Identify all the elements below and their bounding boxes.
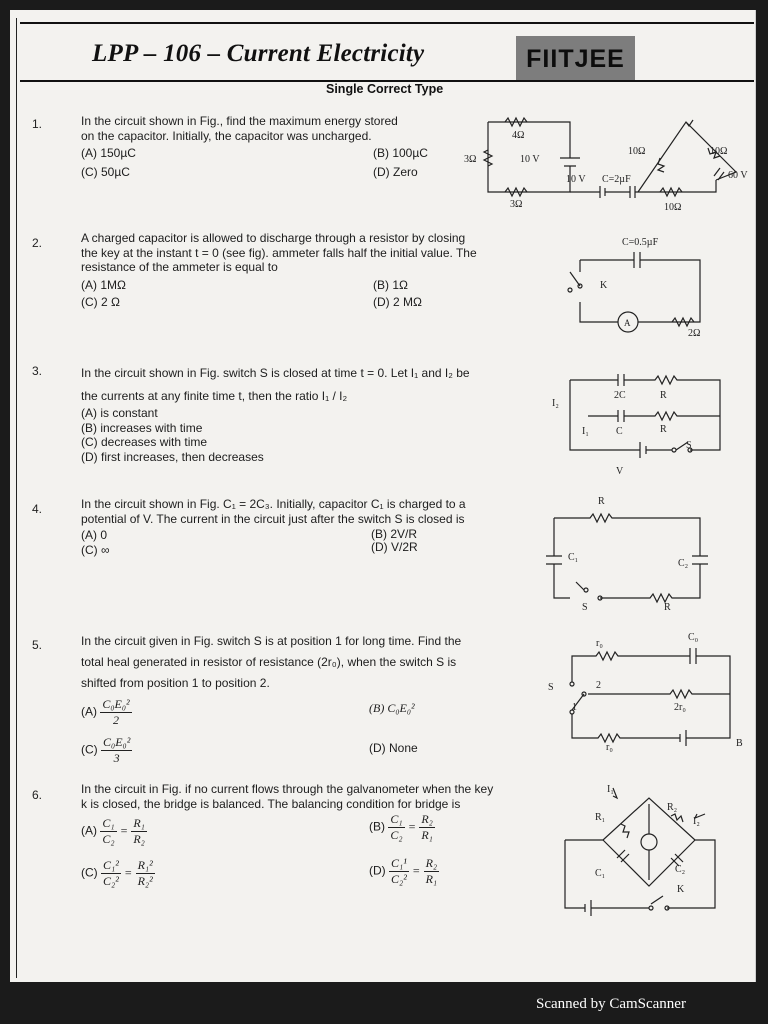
option-c: (C) 2 Ω xyxy=(81,295,120,309)
rhs xyxy=(424,856,440,887)
figure-label: K xyxy=(600,280,608,291)
question-number: 2. xyxy=(32,236,43,250)
numerator: C₀E₀² xyxy=(102,697,130,711)
option-c: (C) ∞ xyxy=(81,543,110,557)
question-number: 5. xyxy=(32,638,43,652)
option-b xyxy=(369,812,435,843)
denominator: 2 xyxy=(112,713,119,727)
option-c xyxy=(81,858,155,889)
figure-label: 4Ω xyxy=(512,130,525,141)
figure-label: C=0.5µF xyxy=(622,237,659,248)
option-b: (B) C₀E₀² xyxy=(369,701,415,715)
option-c: (C) decreases with time xyxy=(81,435,208,449)
numerator: R₁² xyxy=(137,858,153,872)
question-line: on the capacitor. Initially, the capacitor was uncharged. xyxy=(81,128,372,143)
figure-label: r₀ xyxy=(606,742,613,753)
question-number: 6. xyxy=(32,788,43,802)
figure-label: C₁ xyxy=(595,868,606,879)
question-number: 3. xyxy=(32,364,43,378)
equals: = xyxy=(119,823,128,838)
question-6-text xyxy=(81,782,551,811)
scanner-watermark: Scanned by CamScanner xyxy=(536,996,686,1012)
circuit-figure-1 xyxy=(460,110,760,215)
figure-label: 2C xyxy=(614,390,626,401)
rhs xyxy=(419,812,435,843)
numerator: C₁¹ xyxy=(391,856,407,870)
figure-label: 10 V xyxy=(566,174,586,185)
figure-label: R xyxy=(598,496,605,507)
question-number: 1. xyxy=(32,117,43,131)
figure-label: 60 V xyxy=(728,170,748,181)
figure-label: C₁ xyxy=(568,552,579,563)
option-a xyxy=(81,816,147,847)
circuit-figure-4 xyxy=(540,490,720,615)
option-a-fraction xyxy=(100,697,131,728)
page-title: LPP – 106 – Current Electricity xyxy=(92,40,425,67)
denominator: R₂ xyxy=(133,832,145,846)
lhs xyxy=(388,812,404,843)
rhs xyxy=(136,858,155,889)
option-d: (D) V/2R xyxy=(371,540,418,554)
question-line: In the circuit shown in Fig. switch S is closed at time t = 0. Let I₁ and I₂ be xyxy=(81,366,470,380)
figure-label: 10Ω xyxy=(710,146,728,157)
question-5-text xyxy=(81,631,541,694)
figure-label: R₁ xyxy=(595,812,606,823)
equals: = xyxy=(412,863,421,878)
numerator: C₀E₀² xyxy=(103,735,131,749)
option-a: (A) is constant xyxy=(81,406,158,420)
question-line: In the circuit given in Fig. switch S is at position 1 for long time. Find the xyxy=(81,634,462,648)
figure-label: 2 xyxy=(596,680,601,691)
circuit-figure-2 xyxy=(560,230,730,340)
figure-label: r₀ xyxy=(596,638,603,649)
question-line: resistance of the ammeter is equal to xyxy=(81,260,278,274)
option-a xyxy=(81,697,132,728)
top-rule xyxy=(20,22,754,24)
option-c-label: (C) xyxy=(81,742,98,757)
numerator: C₁ xyxy=(102,816,115,830)
numerator: R₁ xyxy=(133,816,145,830)
denominator: C₂² xyxy=(103,874,119,888)
figure-label: C=2µF xyxy=(602,174,631,185)
figure-label: I₁ xyxy=(582,426,589,437)
question-3-text xyxy=(81,362,541,408)
denominator: 3 xyxy=(113,751,120,765)
figure-label: 3Ω xyxy=(464,154,477,165)
numerator: R₂ xyxy=(421,812,433,826)
figure-label: I₂ xyxy=(693,816,700,827)
figure-label: C₂ xyxy=(678,558,689,569)
option-a: (A) 0 xyxy=(81,528,108,542)
section-heading: Single Correct Type xyxy=(326,82,444,96)
equals: = xyxy=(407,819,416,834)
option-b: (B) 100µC xyxy=(373,146,428,160)
figure-label: R xyxy=(660,424,667,435)
denominator: C₂² xyxy=(391,872,407,886)
question-3-options xyxy=(81,406,461,464)
option-b: (B) 2V/R xyxy=(371,527,418,541)
fiitjee-logo: FIITJEE xyxy=(516,36,635,82)
figure-label: C xyxy=(616,426,623,437)
option-c-fraction xyxy=(101,735,132,766)
question-4-text xyxy=(81,497,541,526)
figure-label: S xyxy=(582,602,588,613)
figure-label: K xyxy=(677,884,685,895)
figure-label: R xyxy=(660,390,667,401)
question-1-text xyxy=(81,114,461,143)
figure-label: 2Ω xyxy=(688,328,701,339)
rhs xyxy=(131,816,147,847)
question-line: k is closed, the bridge is balanced. The balancing condition for bridge is xyxy=(81,796,461,811)
numerator: C₁ xyxy=(390,812,403,826)
figure-label: I₂ xyxy=(552,398,559,409)
option-d xyxy=(369,856,439,887)
circuit-figure-5 xyxy=(540,628,755,753)
option-d: (D) Zero xyxy=(373,165,418,179)
numerator: C₁² xyxy=(103,858,119,872)
denominator: C₂ xyxy=(390,828,403,842)
option-a-label: (A) xyxy=(81,823,97,838)
option-a-label: (A) xyxy=(81,704,97,719)
denominator: C₂ xyxy=(102,832,115,846)
question-line: A charged capacitor is allowed to discharge through a resistor by closing xyxy=(81,231,466,245)
option-c: (C) 50µC xyxy=(81,165,130,179)
figure-label: R xyxy=(664,602,671,613)
figure-label: C₀ xyxy=(688,632,699,643)
question-line: the currents at any finite time t, then the ratio I₁ / I₂ xyxy=(81,389,348,403)
option-b: (B) 1Ω xyxy=(373,278,408,292)
numerator: R₂ xyxy=(425,856,438,870)
lhs xyxy=(100,816,116,847)
option-b-label: (B) xyxy=(369,819,385,834)
question-2-text xyxy=(81,231,541,275)
circuit-figure-6 xyxy=(555,780,730,920)
question-line: shifted from position 1 to position 2. xyxy=(81,676,270,690)
figure-label: I₁ xyxy=(607,784,614,795)
figure-label: A xyxy=(624,318,631,328)
figure-label: 2r₀ xyxy=(674,702,686,713)
option-c xyxy=(81,735,132,766)
option-a: (A) 150µC xyxy=(81,146,136,160)
question-line: In the circuit in Fig. if no current flows through the galvanometer when the key xyxy=(81,782,494,796)
question-line: In the circuit shown in Fig. C₁ = 2C₃. Initially, capacitor C₁ is charged to a xyxy=(81,497,466,511)
figure-label: S xyxy=(548,682,554,693)
lhs xyxy=(389,856,409,887)
option-c-label: (C) xyxy=(81,865,98,880)
option-d: (D) first increases, then decreases xyxy=(81,449,264,464)
question-line: total heal generated in resistor of resistance (2r₀), when the switch S is xyxy=(81,655,457,669)
figure-label: R₂ xyxy=(667,802,678,813)
figure-label: 10Ω xyxy=(664,202,682,213)
circuit-figure-3 xyxy=(550,370,730,480)
figure-label: 10 V xyxy=(520,154,540,165)
question-number: 4. xyxy=(32,502,43,516)
figure-label: B xyxy=(736,738,743,749)
denominator: R₁ xyxy=(421,828,433,842)
equals: = xyxy=(124,865,133,880)
figure-label: 3Ω xyxy=(510,199,523,210)
denominator: R₁ xyxy=(425,872,438,886)
option-d-label: (D) xyxy=(369,863,386,878)
lhs xyxy=(101,858,121,889)
option-d: (D) None xyxy=(369,741,418,755)
figure-label: 10Ω xyxy=(628,146,646,157)
figure-label: S xyxy=(686,440,692,451)
denominator: R₂² xyxy=(137,874,153,888)
question-line: the key at the instant t = 0 (see fig). ammeter falls half the initial value. The xyxy=(81,245,477,260)
option-d: (D) 2 MΩ xyxy=(373,295,422,309)
option-b: (B) increases with time xyxy=(81,420,203,435)
figure-label: 1 xyxy=(572,702,577,713)
figure-label: V xyxy=(616,466,624,477)
question-line: potential of V. The current in the circuit just after the switch S is closed is xyxy=(81,511,465,526)
figure-label: C₂ xyxy=(675,864,686,875)
question-line: In the circuit shown in Fig., find the maximum energy stored xyxy=(81,114,398,128)
option-a: (A) 1MΩ xyxy=(81,278,126,292)
